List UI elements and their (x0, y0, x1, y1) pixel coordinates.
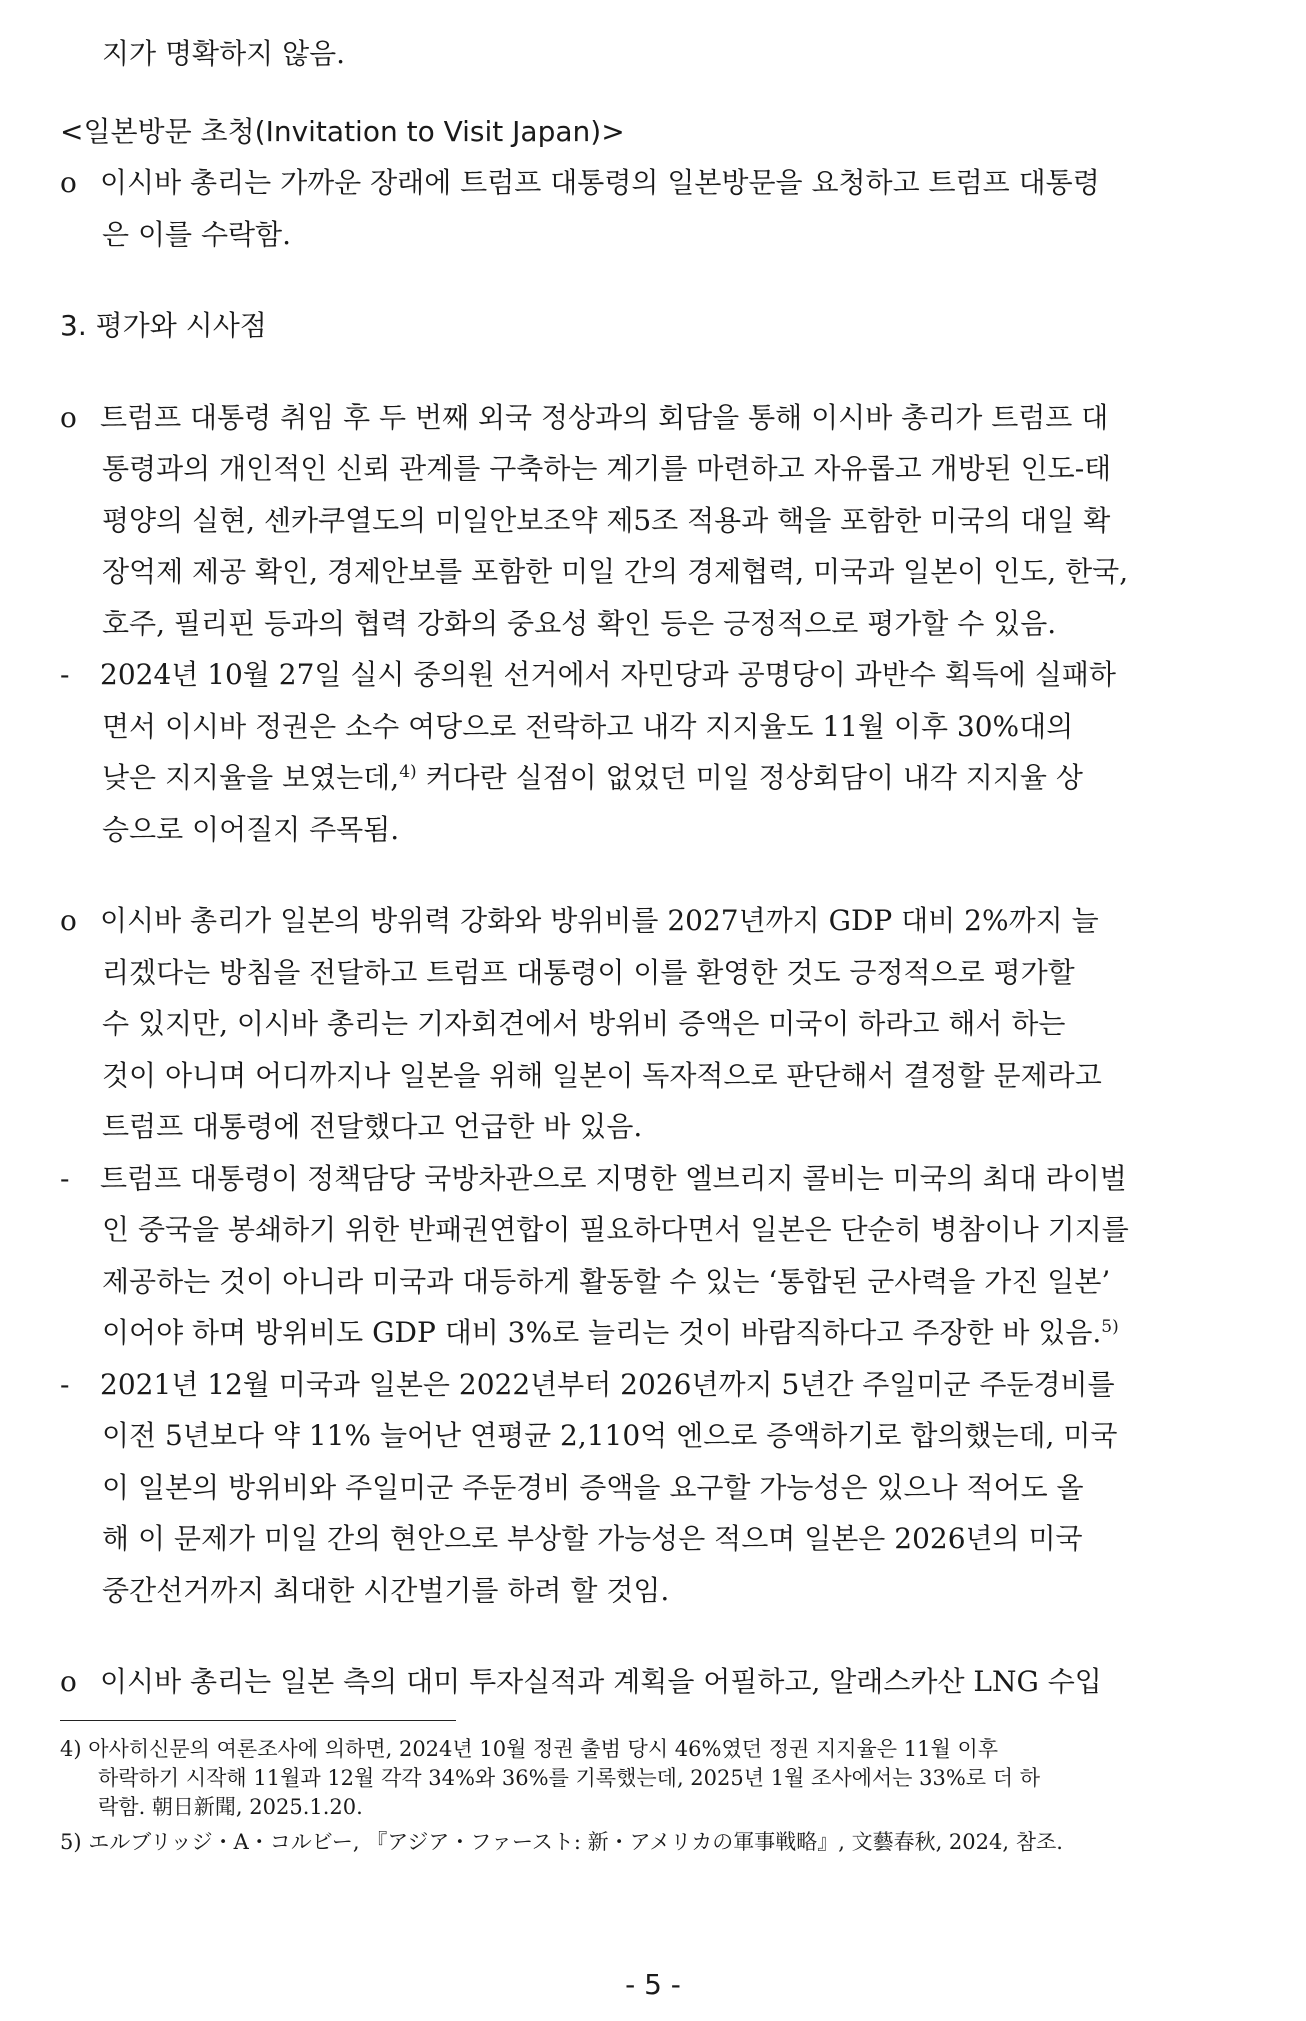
paragraph-text: 지가 명확하지 않음. (102, 37, 346, 70)
paragraph-line: 이시바 총리는 가까운 장래에 트럼프 대통령의 일본방문을 요청하고 트럼프 대통령 (100, 166, 1100, 199)
bullet-marker: o (60, 904, 77, 937)
page-number: - 5 - (625, 1968, 681, 2001)
paragraph-line: 해 이 문제가 미일 간의 현안으로 부상할 가능성은 적으며 일본은 2026년의 미국 (102, 1522, 1083, 1555)
bullet-paragraph (60, 157, 1248, 260)
paragraph-line: 낮은 지지율을 보였는데, (102, 761, 400, 794)
paragraph-line: 2021년 12월 미국과 일본은 2022년부터 2026년까지 5년간 주일미군 주둔경비를 (100, 1367, 1115, 1401)
document-body (60, 28, 1248, 1708)
dash-marker: - (60, 1161, 70, 1195)
dash-paragraph (60, 1153, 1248, 1359)
paragraph-line: 평양의 실현, 센카쿠열도의 미일안보조약 제5조 적용과 핵을 포함한 미국의 대일 확 (102, 503, 1111, 537)
bullet-marker: o (60, 400, 77, 434)
section-heading-evaluation: 3. 평가와 시사점 (60, 309, 267, 342)
paragraph-line: 트럼프 대통령이 정책담당 국방차관으로 지명한 엘브리지 콜비는 미국의 최대 라이벌 (100, 1161, 1127, 1195)
bullet-paragraph (60, 1656, 1248, 1708)
footnote-ref-5[interactable]: 5) (1101, 1317, 1119, 1337)
footnote-number: 4) (60, 1737, 82, 1761)
paragraph-line: 인 중국을 봉쇄하기 위한 반패권연합이 필요하다면서 일본은 단순히 병참이나 기지를 (102, 1213, 1129, 1246)
section-heading-invitation: <일본방문 초청(Invitation to Visit Japan)> (60, 114, 625, 148)
paragraph-line: 리겠다는 방침을 전달하고 트럼프 대통령이 이를 환영한 것도 긍정적으로 평가할 (102, 955, 1075, 989)
dash-marker: - (60, 1367, 70, 1401)
paragraph-line: 호주, 필리핀 등과의 협력 강화의 중요성 확인 등은 긍정적으로 평가할 수 있음. (102, 606, 1057, 640)
paragraph-line: 이어야 하며 방위비도 GDP 대비 3%로 늘리는 것이 바람직하다고 주장한 바 있음. (102, 1316, 1102, 1349)
paragraph-line: 장억제 제공 확인, 경제안보를 포함한 미일 간의 경제협력, 미국과 일본이 인도, 한국, (102, 555, 1129, 588)
paragraph-line: 트럼프 대통령 취임 후 두 번째 외국 정상과의 회담을 통해 이시바 총리가 트럼프 대 (100, 400, 1109, 434)
paragraph-line: 은 이를 수락함. (102, 217, 291, 251)
paragraph-line: 커다란 실점이 없었던 미일 정상회담이 내각 지지율 상 (416, 761, 1083, 794)
continuation-line (60, 28, 1248, 80)
bullet-marker: o (60, 1665, 77, 1698)
bullet-paragraph (60, 895, 1248, 1153)
bullet-paragraph (60, 392, 1248, 650)
footnote-4 (60, 1735, 1248, 1822)
paragraph-line: 승으로 이어질지 주목됨. (102, 812, 400, 846)
footnote-separator (60, 1720, 456, 1721)
paragraph-line: 통령과의 개인적인 신뢰 관계를 구축하는 계기를 마련하고 자유롭고 개방된 인도-태 (102, 452, 1112, 485)
paragraph-line: 수 있지만, 이시바 총리는 기자회견에서 방위비 증액은 미국이 하라고 해서 하는 (102, 1007, 1066, 1040)
paragraph-line: 것이 아니며 어디까지나 일본을 위해 일본이 독자적으로 판단해서 결정할 문제라고 (102, 1058, 1102, 1092)
footnote-number: 5) (60, 1830, 82, 1854)
paragraph-line: 이시바 총리가 일본의 방위력 강화와 방위비를 2027년까지 GDP 대비 2%까지 늘 (100, 904, 1099, 937)
paragraph-line: 제공하는 것이 아니라 미국과 대등하게 활동할 수 있는 ‘통합된 군사력을 가진 일본’ (102, 1264, 1111, 1298)
paragraph-line: 중간선거까지 최대한 시간벌기를 하려 할 것임. (102, 1573, 670, 1607)
paragraph-line: 면서 이시바 정권은 소수 여당으로 전락하고 내각 지지율도 11월 이후 30%대의 (102, 709, 1074, 743)
dash-marker: - (60, 658, 70, 691)
footnote-line: 아사히신문의 여론조사에 의하면, 2024년 10월 정권 출범 당시 46%였던 정권 지지율은 11월 이후 (88, 1737, 999, 1761)
footnote-line: 락함. 朝日新聞, 2025.1.20. (98, 1795, 363, 1819)
paragraph-line: 이시바 총리는 일본 측의 대미 투자실적과 계획을 어필하고, 알래스카산 LNG 수입 (100, 1665, 1102, 1698)
bullet-marker: o (60, 166, 77, 199)
paragraph-line: 이전 5년보다 약 11% 늘어난 연평균 2,110억 엔으로 증액하기로 합의했는데, 미국 (102, 1419, 1118, 1452)
footnote-line: エルブリッジ・A・コルビー, 『アジア・ファースト: 新・アメリカの軍事戦略』, 文藝春秋, 2024, 참조. (88, 1830, 1063, 1854)
footnotes (60, 1735, 1248, 1857)
paragraph-line: 트럼프 대통령에 전달했다고 언급한 바 있음. (102, 1110, 643, 1143)
paragraph-line: 이 일본의 방위비와 주일미군 주둔경비 증액을 요구할 가능성은 있으나 적어도 올 (102, 1470, 1084, 1504)
paragraph-line: 2024년 10월 27일 실시 중의원 선거에서 자민당과 공명당이 과반수 획득에 실패하 (100, 658, 1116, 691)
footnote-line: 하락하기 시작해 11월과 12월 각각 34%와 36%를 기록했는데, 2025년 1월 조사에서는 33%로 더 하 (98, 1766, 1041, 1790)
footnote-ref-4[interactable]: 4) (399, 762, 417, 782)
footnote-5 (60, 1828, 1248, 1857)
dash-paragraph (60, 1359, 1248, 1617)
dash-paragraph (60, 649, 1248, 855)
